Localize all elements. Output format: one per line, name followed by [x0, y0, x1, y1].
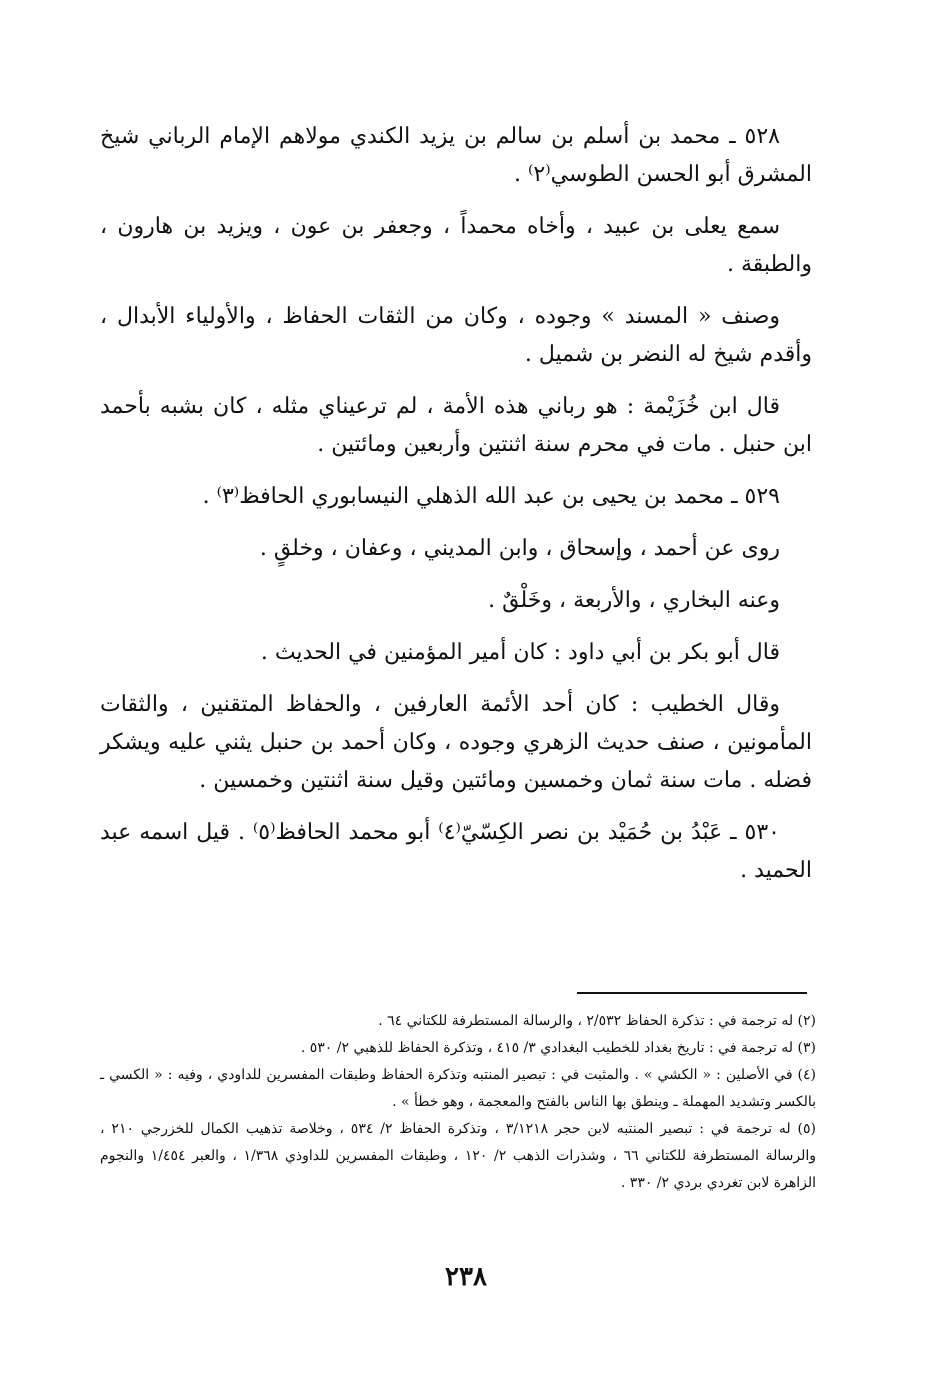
entry-529-students: وعنه البخاري ، والأربعة ، وخَلْقٌ .: [488, 588, 780, 613]
page-number: ٢٣٨: [445, 1262, 487, 1292]
footnote-2: (٢) له ترجمة في : تذكرة الحفاظ ٢/٥٣٢ ، والرسالة المستطرفة للكتاني ٦٤ .: [378, 1013, 816, 1029]
entry-528-teachers: سمع يعلى بن عبيد ، وأخاه محمداً ، وجعفر بن عون ، ويزيد بن هارون ، والطبقة .: [100, 214, 812, 277]
entry-529-teachers: روى عن أحمد ، وإسحاق ، وابن المديني ، وعفان ، وخلقٍ .: [259, 536, 780, 561]
footnote-separator: [577, 992, 807, 994]
footnote-4: (٤) في الأصلين : « الكشي » . والمثبت في : تبصير المنتبه وتذكرة الحفاظ وطبقات المفسرين للداودي ، وفيه : « الكسي ـ بالكسر وتشديد المهملة ـ وينطق بها الناس بالفتح والمعجمة ، وهو خطأ » .: [100, 1067, 816, 1110]
entry-528-heading: ٥٢٨ ـ محمد بن أسلم بن سالم بن يزيد الكندي مولاهم الإمام الرباني شيخ المشرق أبو الحسن الطوسي⁽٢⁾ .: [100, 124, 812, 187]
main-text: [100, 118, 812, 904]
entry-530-heading: ٥٣٠ ـ عَبْدُ بن حُمَيْد بن نصر الكِسّيّ⁽٤⁾ أبو محمد الحافظ⁽٥⁾ . قيل اسمه عبد الحميد .: [100, 820, 812, 883]
footnotes: [100, 1008, 816, 1197]
entry-529-heading: ٥٢٩ ـ محمد بن يحيى بن عبد الله الذهلي النيسابوري الحافظ⁽٣⁾ .: [202, 484, 780, 509]
entry-529-khatib: وقال الخطيب : كان أحد الأئمة العارفين ، والحفاظ المتقنين ، والثقات المأمونين ، صنف حديث الزهري وجوده ، وكان أحمد بن حنبل يثني عليه ويشكر فضله . مات سنة ثمان وخمسين ومائتين وقيل سنة اثنتين وخمسين .: [100, 692, 812, 793]
entry-528-praise: قال ابن خُزَيْمة : هو رباني هذه الأمة ، لم ترعيناي مثله ، كان بشبه بأحمد ابن حنبل . مات في محرم سنة اثنتين وأربعين ومائتين .: [100, 394, 812, 457]
entry-529-quote: قال أبو بكر بن أبي داود : كان أمير المؤمنين في الحديث .: [260, 640, 780, 665]
footnote-3: (٣) له ترجمة في : تاريخ بغداد للخطيب البغدادي ٣/ ٤١٥ ، وتذكرة الحفاظ للذهبي ٢/ ٥٣٠ .: [300, 1040, 816, 1056]
entry-528-works: وصنف « المسند » وجوده ، وكان من الثقات الحفاظ ، والأولياء الأبدال ، وأقدم شيخ له النضر بن شميل .: [100, 304, 812, 367]
footnote-5: (٥) له ترجمة في : تبصير المنتبه لابن حجر ٣/١٢١٨ ، وتذكرة الحفاظ ٢/ ٥٣٤ ، وخلاصة تذهيب الكمال للخزرجي ٢١٠ ، والرسالة المستطرفة للكتاني ٦٦ ، وشذرات الذهب ٢/ ١٢٠ ، وطبقات المفسرين للداوذي ١/٣٦٨ ، والعبر ١/٤٥٤ والنجوم الزاهرة لابن تغردي بردي ٢/ ٣٣٠ .: [100, 1121, 817, 1191]
